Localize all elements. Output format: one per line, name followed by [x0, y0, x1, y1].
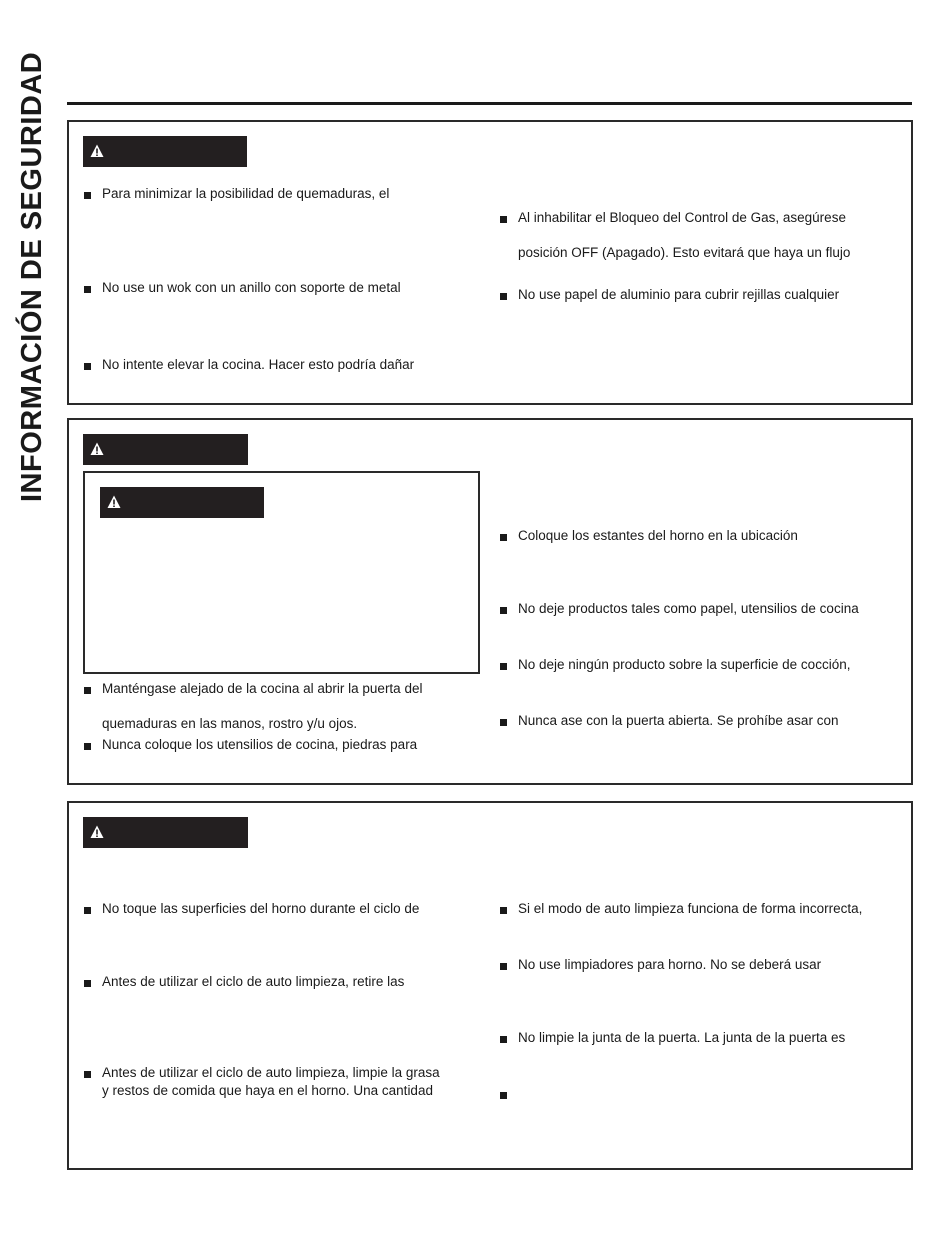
- bullet: [500, 293, 507, 300]
- list-item: Coloque los estantes del horno en la ubicación: [518, 528, 798, 543]
- warning-icon: [107, 495, 121, 509]
- list-item: No intente elevar la cocina. Hacer esto podría dañar: [102, 357, 415, 372]
- list-item: No use un wok con un anillo con soporte de metal: [102, 280, 401, 295]
- bullet: [500, 1036, 507, 1043]
- bullet: [500, 534, 507, 541]
- bullet: [84, 286, 91, 293]
- list-item-continuation: quemaduras en las manos, rostro y/u ojos.: [102, 716, 358, 731]
- section-2-inner-warning-label: [100, 487, 264, 518]
- bullet: [500, 216, 507, 223]
- bullet: [84, 192, 91, 199]
- bullet: [84, 687, 91, 694]
- side-title: [12, 40, 52, 510]
- list-item: No deje productos tales como papel, utensilios de cocina: [518, 601, 859, 616]
- list-item: No use limpiadores para horno. No se deberá usar: [518, 957, 822, 972]
- list-item: No deje ningún producto sobre la superficie de cocción,: [518, 657, 851, 672]
- section-2-warning-label: [83, 434, 248, 465]
- list-item: Nunca coloque los utensilios de cocina, piedras para: [102, 737, 418, 752]
- list-item: No limpie la junta de la puerta. La junta de la puerta es: [518, 1030, 846, 1045]
- list-item: No use papel de aluminio para cubrir rejillas cualquier: [518, 287, 840, 302]
- bullet: [84, 1071, 91, 1078]
- bullet: [84, 980, 91, 987]
- list-item: No toque las superficies del horno durante el ciclo de: [102, 901, 420, 916]
- section-3-warning-label: [83, 817, 248, 848]
- bullet: [500, 663, 507, 670]
- list-item: Nunca ase con la puerta abierta. Se prohíbe asar con: [518, 713, 839, 728]
- top-rule: [67, 102, 912, 105]
- bullet: [500, 963, 507, 970]
- bullet: [84, 743, 91, 750]
- bullet: [84, 363, 91, 370]
- list-item: Para minimizar la posibilidad de quemaduras, el: [102, 186, 390, 201]
- list-item: Manténgase alejado de la cocina al abrir la puerta del: [102, 681, 423, 696]
- list-item-continuation: posición OFF (Apagado). Esto evitará que haya un flujo: [518, 245, 851, 260]
- warning-icon: [90, 442, 104, 456]
- bullet: [500, 607, 507, 614]
- list-item: Antes de utilizar el ciclo de auto limpieza, retire las: [102, 974, 405, 989]
- bullet: [84, 907, 91, 914]
- list-item-continuation: y restos de comida que haya en el horno. Una cantidad: [102, 1083, 433, 1098]
- list-item: Antes de utilizar el ciclo de auto limpieza, limpie la grasa: [102, 1065, 440, 1080]
- section-1-warning-label: [83, 136, 247, 167]
- warning-icon: [90, 825, 104, 839]
- bullet: [500, 1092, 507, 1099]
- bullet: [500, 907, 507, 914]
- bullet: [500, 719, 507, 726]
- list-item: Al inhabilitar el Bloqueo del Control de Gas, asegúrese: [518, 210, 846, 225]
- side-title-text: INFORMACIÓN DE SEGURIDAD: [16, 51, 48, 502]
- warning-icon: [90, 144, 104, 158]
- list-item: Si el modo de auto limpieza funciona de forma incorrecta,: [518, 901, 863, 916]
